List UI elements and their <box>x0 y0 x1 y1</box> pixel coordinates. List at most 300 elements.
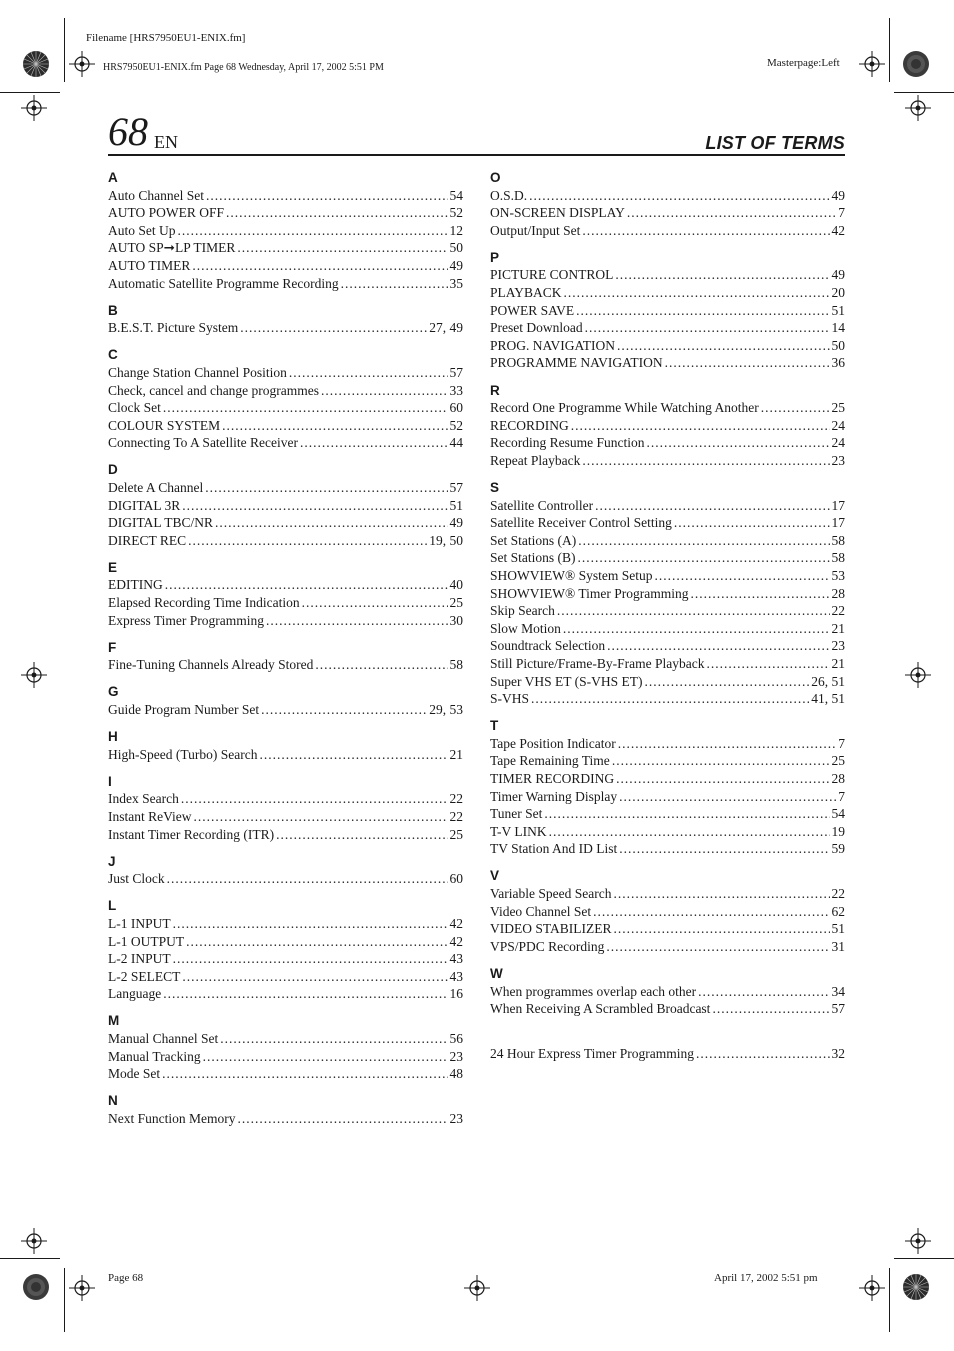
entry-term: Video Channel Set <box>490 903 592 919</box>
dot-leader <box>612 752 830 770</box>
section-letter: H <box>108 729 118 745</box>
index-entry <box>490 452 845 470</box>
index-entry <box>108 746 463 764</box>
index-entry <box>490 735 845 753</box>
entry-term: Repeat Playback <box>490 452 581 468</box>
entry-page: 29, 53 <box>429 702 463 718</box>
entry-page: 53 <box>831 567 845 583</box>
index-section <box>108 773 463 843</box>
index-entry <box>108 187 463 205</box>
index-section <box>108 897 463 1003</box>
entry-term: TIMER RECORDING <box>490 771 615 786</box>
registration-mark-icon <box>21 1228 47 1254</box>
dot-leader <box>691 585 830 603</box>
dot-leader <box>341 275 448 293</box>
page-title: LIST OF TERMS <box>705 133 845 153</box>
index-entry <box>108 985 463 1003</box>
index-entry <box>108 808 463 826</box>
dot-leader <box>606 938 829 956</box>
dot-leader <box>240 319 427 337</box>
entry-term: DIRECT REC <box>108 532 187 548</box>
footer-date: April 17, 2002 5:51 pm <box>714 1272 818 1284</box>
entry-term: Just Clock <box>108 871 165 887</box>
entry-page: 21 <box>831 655 845 671</box>
entry-page: 28 <box>831 771 845 786</box>
entry-page: 59 <box>831 841 845 857</box>
entry-term: COLOUR SYSTEM <box>108 417 221 433</box>
entry-page: 43 <box>449 951 463 967</box>
entry-page: 21 <box>831 620 845 636</box>
index-entry <box>108 790 463 808</box>
entry-page: 28 <box>831 585 845 601</box>
entry-page: 26, 51 <box>811 673 845 689</box>
index-entry <box>490 920 845 938</box>
entry-page: 60 <box>449 871 463 887</box>
entry-page: 58 <box>449 657 463 673</box>
entry-page: 21 <box>449 746 463 762</box>
entry-term: Next Function Memory <box>108 1110 236 1126</box>
page-number: 68 <box>108 109 148 154</box>
dot-leader <box>674 514 830 532</box>
entry-term: Instant Timer Recording (ITR) <box>108 826 275 842</box>
index-entry <box>490 673 845 691</box>
entry-term: Guide Program Number Set <box>108 702 260 718</box>
index-entry <box>490 655 845 673</box>
entry-page: 17 <box>831 497 845 513</box>
index-entry <box>490 319 845 337</box>
entry-page: 52 <box>449 417 463 433</box>
entry-term: Record One Programme While Watching Another <box>490 400 759 416</box>
index-entry <box>108 933 463 951</box>
section-letter: A <box>108 170 118 185</box>
color-target-icon <box>902 1273 930 1301</box>
entry-page: 54 <box>831 806 845 822</box>
dot-leader <box>665 354 830 372</box>
entry-term: When Receiving A Scrambled Broadcast <box>490 1001 711 1017</box>
section-letter: L <box>108 898 117 914</box>
entry-term: TV Station And ID List <box>490 841 618 857</box>
color-target-icon <box>22 1273 50 1301</box>
entry-term: Instant ReView <box>108 809 192 824</box>
dot-leader <box>181 790 448 808</box>
color-target-icon <box>22 50 50 78</box>
index-entry <box>108 417 463 435</box>
index-entry <box>108 532 463 550</box>
index-entry <box>108 594 463 612</box>
index-section <box>108 683 463 718</box>
registration-mark-icon <box>464 1275 490 1301</box>
dot-leader <box>646 434 829 452</box>
entry-page: 58 <box>831 532 845 548</box>
entry-term: Tuner Set <box>490 806 543 822</box>
filename-label: Filename [HRS7950EU1-ENIX.fm] <box>86 32 246 44</box>
entry-page: 52 <box>449 205 463 221</box>
index-entry <box>108 950 463 968</box>
registration-mark-icon <box>21 95 47 121</box>
index-entry <box>490 187 845 205</box>
section-letter: V <box>490 868 500 884</box>
crop-mark <box>889 18 890 82</box>
index-section <box>490 249 845 372</box>
dot-leader <box>222 417 447 435</box>
entry-term: L-2 INPUT <box>108 951 171 967</box>
registration-mark-icon <box>859 51 885 77</box>
section-letter: G <box>108 684 119 700</box>
entry-page: 25 <box>831 400 845 416</box>
entry-page: 30 <box>449 612 463 628</box>
entry-term: AUTO POWER OFF <box>108 205 225 221</box>
entry-term: 24 Hour Express Timer Programming <box>490 1045 694 1061</box>
index-section <box>108 346 463 452</box>
entry-page: 51 <box>831 302 845 318</box>
crop-mark <box>0 1258 60 1259</box>
dot-leader <box>564 284 830 302</box>
dot-leader <box>593 903 829 921</box>
entry-term: DIGITAL TBC/NR <box>108 515 214 531</box>
entry-page: 49 <box>831 267 845 283</box>
dot-leader <box>215 514 447 532</box>
dot-leader <box>585 319 830 337</box>
entry-page: 57 <box>831 1001 845 1017</box>
entry-page: 42 <box>449 933 463 949</box>
section-letter: T <box>490 718 499 734</box>
section-letter: I <box>108 773 112 789</box>
entry-term: ON-SCREEN DISPLAY <box>490 205 625 221</box>
entry-page: 60 <box>449 400 463 416</box>
entry-term: Language <box>108 986 162 1002</box>
entry-term: Express Timer Programming <box>108 612 265 628</box>
dot-leader <box>182 968 447 986</box>
entry-page: 23 <box>449 1110 463 1126</box>
index-entry <box>490 399 845 417</box>
index-entry <box>108 1030 463 1048</box>
index-entry <box>490 302 845 320</box>
index-entry <box>490 204 845 222</box>
dot-leader <box>578 532 829 550</box>
entry-term: PROGRAMME NAVIGATION <box>490 355 663 371</box>
index-section <box>490 169 845 239</box>
entry-term: B.E.S.T. Picture System <box>108 320 239 336</box>
entry-term: POWER SAVE <box>490 302 575 318</box>
index-entry <box>490 938 845 956</box>
dot-leader <box>173 915 448 933</box>
section-letter: R <box>490 382 500 398</box>
entry-page: 49 <box>831 187 845 203</box>
entry-term: Auto Channel Set <box>108 187 204 203</box>
index-entry <box>490 885 845 903</box>
index-entry <box>108 870 463 888</box>
entry-page: 44 <box>449 435 463 451</box>
index-entry <box>490 602 845 620</box>
index-entry <box>108 239 463 257</box>
dot-leader <box>706 655 829 673</box>
index-section <box>108 559 463 629</box>
dot-leader <box>205 479 447 497</box>
entry-page: 22 <box>831 886 845 902</box>
index-section <box>108 169 463 292</box>
dot-leader <box>178 222 448 240</box>
dot-leader <box>582 222 829 240</box>
entry-term: Tape Remaining Time <box>490 753 610 769</box>
dot-leader <box>226 204 447 222</box>
entry-term: Automatic Satellite Programme Recording <box>108 275 339 291</box>
entry-term: RECORDING <box>490 417 569 433</box>
index-section <box>490 717 845 858</box>
entry-page: 32 <box>831 1045 845 1061</box>
entry-page: 49 <box>449 515 463 531</box>
entry-term: Variable Speed Search <box>490 886 612 902</box>
index-section <box>108 1092 463 1127</box>
index-entry <box>490 1045 845 1063</box>
index-entry <box>490 620 845 638</box>
dot-leader <box>582 452 829 470</box>
index-entry <box>490 788 845 806</box>
dot-leader <box>237 239 447 257</box>
dot-leader <box>557 602 830 620</box>
registration-mark-icon <box>69 1275 95 1301</box>
dot-leader <box>188 532 427 550</box>
dot-leader <box>238 1110 448 1128</box>
entry-term: Manual Channel Set <box>108 1031 219 1047</box>
dot-leader <box>549 823 830 841</box>
index-section <box>490 965 845 1018</box>
entry-term: VIDEO STABILIZER <box>490 921 612 937</box>
entry-page: 22 <box>449 809 463 824</box>
entry-page: 43 <box>449 968 463 984</box>
index-entry <box>108 1048 463 1066</box>
registration-mark-icon <box>69 51 95 77</box>
index-entry <box>108 968 463 986</box>
dot-leader <box>576 302 829 320</box>
index-section <box>490 479 845 708</box>
index-section <box>108 461 463 549</box>
index-entry <box>490 354 845 372</box>
dot-leader <box>619 788 836 806</box>
entry-term: S-VHS <box>490 691 530 707</box>
entry-term: Connecting To A Satellite Receiver <box>108 435 299 451</box>
entry-page: 56 <box>449 1031 463 1047</box>
entry-page: 23 <box>449 1048 463 1064</box>
section-letter: N <box>108 1093 118 1109</box>
index-entry <box>490 585 845 603</box>
index-entry <box>490 497 845 515</box>
index-entry <box>108 915 463 933</box>
index-entry <box>490 532 845 550</box>
dot-leader <box>203 1048 448 1066</box>
section-letter: O <box>490 170 501 185</box>
index-entry <box>490 690 845 708</box>
section-letter: C <box>108 347 118 363</box>
entry-term: Soundtrack Selection <box>490 638 606 654</box>
dot-leader <box>186 933 447 951</box>
crop-mark <box>0 92 60 93</box>
entry-page: 19, 50 <box>429 532 463 548</box>
section-letter: D <box>108 462 118 478</box>
title-rule <box>108 154 845 156</box>
index-entry <box>108 399 463 417</box>
entry-page: 25 <box>449 595 463 611</box>
dot-leader <box>259 746 447 764</box>
dot-leader <box>167 870 448 888</box>
dot-leader <box>261 701 427 719</box>
entry-page: 25 <box>449 826 463 842</box>
entry-page: 50 <box>831 337 845 353</box>
entry-page: 48 <box>449 1066 463 1082</box>
dot-leader <box>302 594 448 612</box>
entry-page: 40 <box>449 577 463 593</box>
index-entry <box>490 752 845 770</box>
index-section <box>108 1012 463 1082</box>
entry-page: 34 <box>831 983 845 999</box>
dot-leader <box>627 204 836 222</box>
index-entry <box>490 903 845 921</box>
index-entry <box>108 222 463 240</box>
index-entry <box>108 576 463 594</box>
entry-term: EDITING <box>108 577 163 593</box>
entry-page: 58 <box>831 550 845 566</box>
index-entry <box>490 514 845 532</box>
section-letter: M <box>108 1013 120 1029</box>
entry-page: 51 <box>831 921 845 937</box>
dot-leader <box>607 637 829 655</box>
entry-page: 57 <box>449 480 463 495</box>
entry-term: SHOWVIEW® Timer Programming <box>490 585 689 601</box>
footer-page-label: Page 68 <box>108 1272 144 1284</box>
index-entry <box>108 656 463 674</box>
entry-term: Recording Resume Function <box>490 435 645 451</box>
dot-leader <box>531 690 809 708</box>
entry-page: 20 <box>831 285 845 301</box>
entry-page: 22 <box>831 603 845 619</box>
registration-mark-icon <box>905 95 931 121</box>
dot-leader <box>578 549 830 567</box>
entry-term: PICTURE CONTROL <box>490 267 614 283</box>
dot-leader <box>529 187 829 205</box>
index-column-left <box>108 169 463 1137</box>
dot-leader <box>618 735 836 753</box>
dot-leader <box>192 257 447 275</box>
color-target-icon <box>902 50 930 78</box>
index-section <box>490 382 845 470</box>
index-section <box>108 853 463 888</box>
entry-term: Mode Set <box>108 1066 161 1082</box>
index-entry <box>108 1110 463 1128</box>
entry-page: 27, 49 <box>429 320 463 336</box>
dot-leader <box>712 1000 829 1018</box>
entry-term: Timer Warning Display <box>490 788 618 804</box>
index-entry <box>490 434 845 452</box>
entry-term: SHOWVIEW® System Setup <box>490 567 653 583</box>
index-entry <box>490 222 845 240</box>
index-entry <box>108 382 463 400</box>
section-letter <box>490 1027 845 1045</box>
entry-term: Slow Motion <box>490 620 561 636</box>
section-letter: S <box>490 480 500 495</box>
dot-leader <box>614 920 830 938</box>
entry-page: 41, 51 <box>811 691 845 707</box>
entry-term: When programmes overlap each other <box>490 983 697 999</box>
index-section <box>108 639 463 674</box>
index-entry <box>490 805 845 823</box>
entry-term: Preset Download <box>490 320 583 336</box>
index-entry <box>108 1065 463 1083</box>
index-section <box>108 302 463 337</box>
entry-page: 62 <box>831 903 845 919</box>
entry-term: Set Stations (B) <box>490 550 576 566</box>
index-entry <box>490 417 845 435</box>
index-entry <box>108 204 463 222</box>
entry-page: 23 <box>831 452 845 468</box>
dot-leader <box>165 576 448 594</box>
index-entry <box>490 567 845 585</box>
dot-leader <box>194 808 448 826</box>
index-entry <box>108 514 463 532</box>
index-entry <box>490 770 845 788</box>
dot-leader <box>289 364 448 382</box>
dot-leader <box>173 950 448 968</box>
section-letter: F <box>108 639 117 655</box>
index-section <box>490 867 845 955</box>
dot-leader <box>616 770 829 788</box>
dot-leader <box>645 673 810 691</box>
dot-leader <box>276 826 447 844</box>
index-entry <box>108 479 463 497</box>
dot-leader <box>220 1030 447 1048</box>
dot-leader <box>315 656 447 674</box>
entry-term: Manual Tracking <box>108 1048 201 1064</box>
index-entry <box>490 284 845 302</box>
entry-page: 54 <box>449 187 463 203</box>
entry-term: High-Speed (Turbo) Search <box>108 746 258 762</box>
entry-page: 7 <box>838 205 845 221</box>
entry-term: Clock Set <box>108 400 161 416</box>
entry-page: 50 <box>449 240 463 256</box>
registration-mark-icon <box>905 1228 931 1254</box>
dot-leader <box>163 399 448 417</box>
index-entry <box>108 364 463 382</box>
entry-term: Index Search <box>108 791 179 807</box>
entry-page: 51 <box>449 497 463 513</box>
entry-page: 22 <box>449 791 463 807</box>
section-letter: J <box>108 853 116 869</box>
entry-term: Change Station Channel Position <box>108 364 287 380</box>
dot-leader <box>696 1045 830 1063</box>
entry-term: Set Stations (A) <box>490 532 577 548</box>
entry-page: 19 <box>831 823 845 839</box>
entry-term: AUTO SP➞LP TIMER <box>108 240 236 256</box>
dot-leader <box>613 885 829 903</box>
entry-term: AUTO TIMER <box>108 257 191 273</box>
index-entry <box>108 275 463 293</box>
index-entry <box>490 1000 845 1018</box>
dot-leader <box>266 612 447 630</box>
section-letter: B <box>108 302 118 318</box>
dot-leader <box>206 187 448 205</box>
index-entry <box>490 840 845 858</box>
entry-page: 16 <box>449 986 463 1002</box>
index-entry <box>108 257 463 275</box>
index-entry <box>108 826 463 844</box>
masterpage-label: Masterpage:Left <box>767 57 840 69</box>
dot-leader <box>563 620 830 638</box>
index-entry <box>490 983 845 1001</box>
index-entry <box>108 701 463 719</box>
entry-page: 17 <box>831 515 845 531</box>
entry-page: 7 <box>838 735 845 751</box>
index-section <box>108 728 463 763</box>
entry-term: PLAYBACK <box>490 285 562 301</box>
dot-leader <box>617 337 829 355</box>
